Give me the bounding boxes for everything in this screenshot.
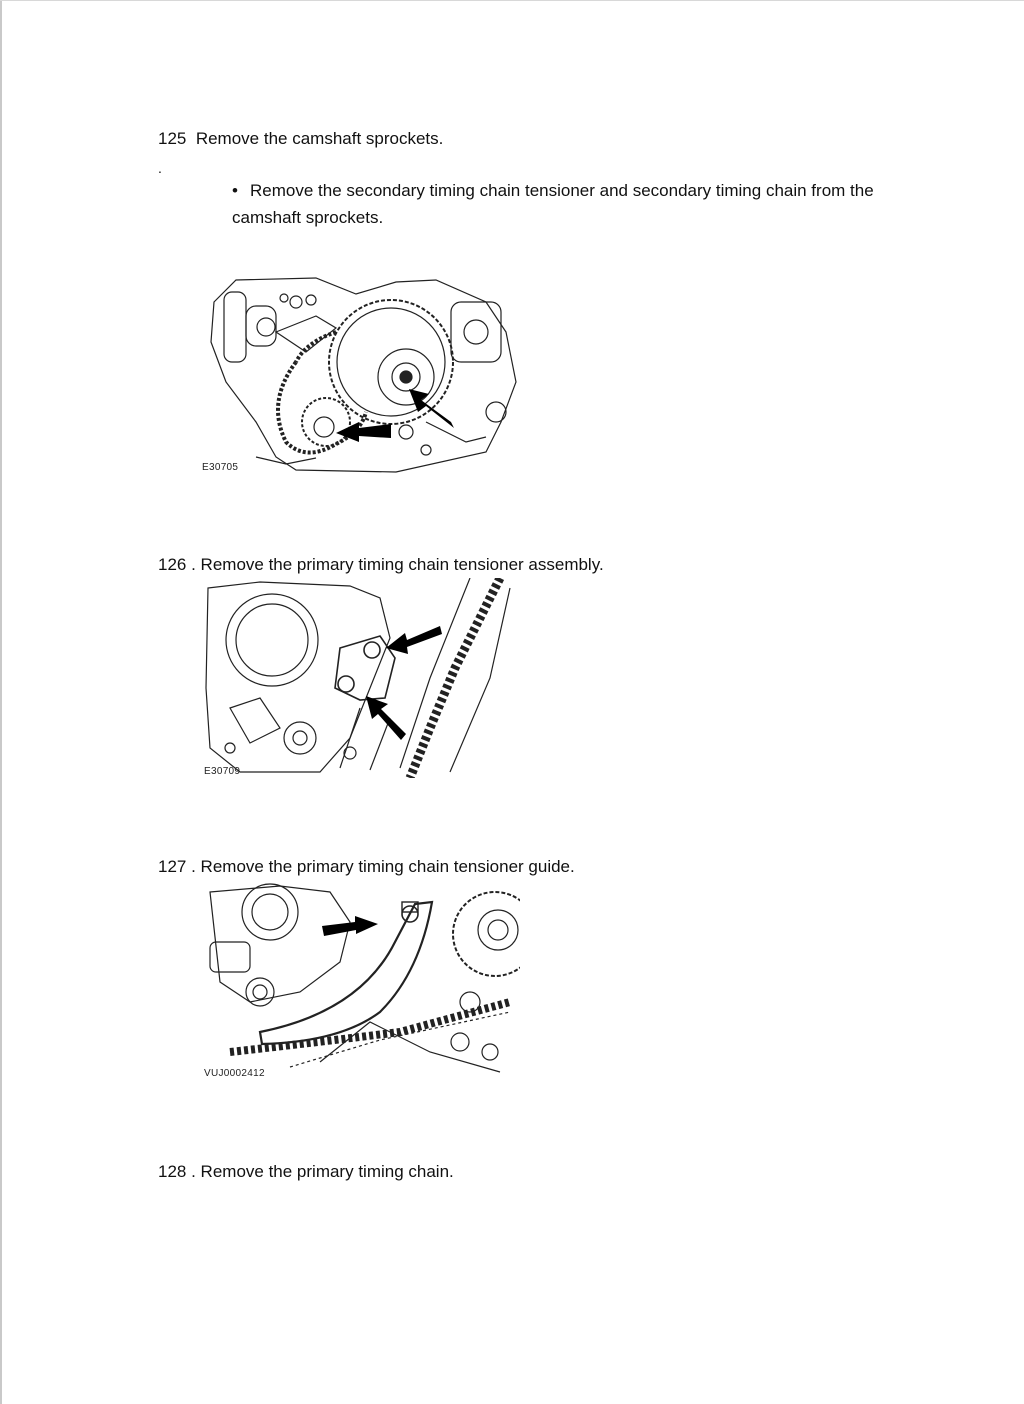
figure-code: VUJ0002412 bbox=[204, 1068, 265, 1079]
page-left-edge bbox=[0, 0, 2, 1404]
step-text: Remove the primary timing chain tensioner guide. bbox=[200, 857, 575, 876]
camshaft-sprockets-illustration bbox=[196, 272, 526, 482]
step-number: 128 . bbox=[158, 1162, 196, 1181]
figure-tensioner-guide bbox=[200, 882, 520, 1082]
figure-code: E30709 bbox=[204, 766, 241, 777]
step-text: Remove the camshaft sprockets. bbox=[195, 129, 444, 148]
step-text: Remove the primary timing chain tensioner assembly. bbox=[200, 555, 604, 574]
step-text: Remove the primary timing chain. bbox=[200, 1162, 454, 1181]
step-number: 125 bbox=[158, 129, 187, 148]
step-number: 127 . bbox=[158, 857, 196, 876]
bullet-item bbox=[232, 177, 912, 231]
figure-tensioner-assembly bbox=[200, 578, 520, 778]
bullet-text-line2: camshaft sprockets. bbox=[232, 208, 384, 227]
step-128 bbox=[158, 1161, 454, 1183]
page-top-edge bbox=[0, 0, 1024, 1]
figure-camshaft-sprockets bbox=[196, 272, 526, 482]
bullet-icon: • bbox=[232, 181, 238, 200]
figure-code: E30705 bbox=[202, 462, 239, 473]
step-127 bbox=[158, 856, 575, 878]
stray-mark: . bbox=[158, 160, 162, 176]
step-number: 126 . bbox=[158, 555, 196, 574]
step-125 bbox=[158, 128, 443, 150]
tensioner-assembly-illustration bbox=[200, 578, 520, 778]
step-126 bbox=[158, 554, 604, 576]
bullet-text-line1: Remove the secondary timing chain tensioner and secondary timing chain from the bbox=[250, 181, 874, 200]
tensioner-guide-illustration bbox=[200, 882, 520, 1082]
